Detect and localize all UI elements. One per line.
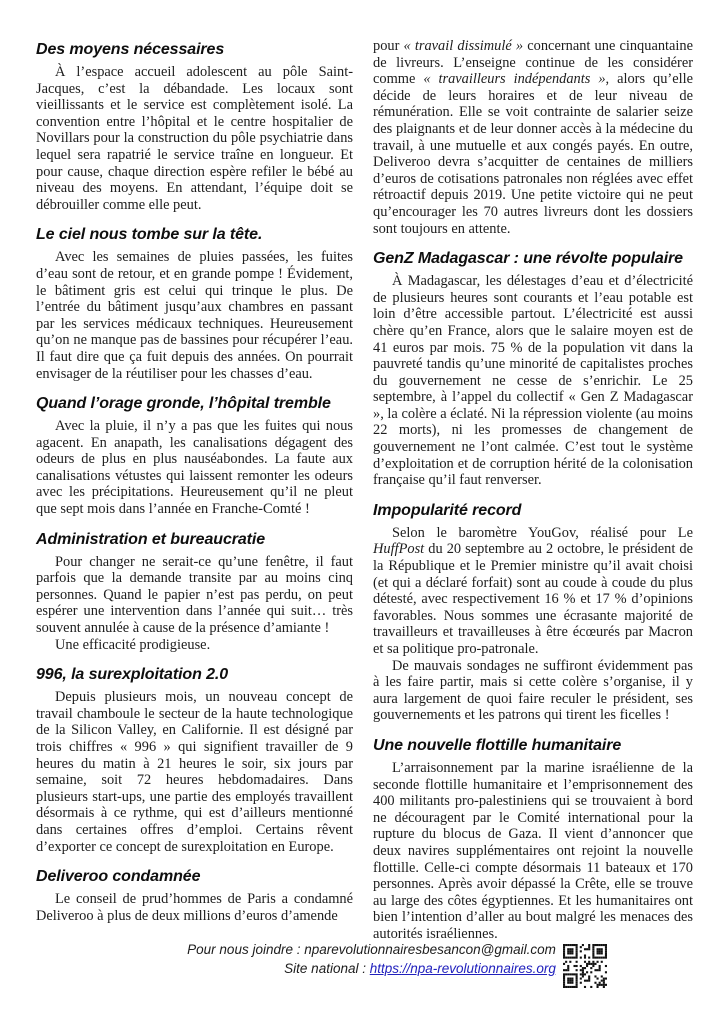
- contact-label: Pour nous joindre :: [187, 942, 305, 957]
- section-heading: Des moyens nécessaires: [36, 41, 225, 58]
- section-heading: Le ciel nous tombe sur la tête.: [36, 226, 263, 244]
- text-run: concernant une cinquantaine de livreurs. L’enseigne continue de les considérer comme: [373, 38, 693, 88]
- paragraph: [36, 249, 353, 382]
- text-run: pour: [373, 38, 404, 54]
- contact-email: nparevolutionnairesbesancon@gmail.com: [304, 942, 556, 957]
- columns-wrapper: [36, 38, 693, 943]
- paragraph: [36, 689, 353, 855]
- paragraph: [373, 525, 693, 658]
- paragraph: [373, 760, 693, 943]
- italic-text-run: HuffPost: [373, 541, 425, 558]
- text-run: Avec la pluie, il n’y a pas que les fuites qui nous agacent. En anapath, les canalisations dégagent des odeurs de plus en plus nauséabondes. La faute aux canalisations vétustes qui laissent remonter les odeurs avec les précipitations. Heureusement qu’il ne pleut que sept mois dans l’année en Franche-Comté !: [36, 418, 353, 518]
- site-label: Site national :: [284, 960, 370, 976]
- paragraph: [373, 38, 693, 237]
- paragraph: [36, 637, 353, 654]
- site-link[interactable]: https://npa-revolutionnaires.org: [369, 960, 556, 976]
- section-heading: Impopularité record: [373, 501, 522, 519]
- site-line: [187, 960, 556, 979]
- text-run: , alors qu’elle décide de leurs horaires et de leur niveau de rémunération. Elle se voit contrainte de salarier seize des plaignants et de leur donner accès à la médecine du travail, à une mutuelle et aux congés payés. En outre, Deliveroo devra s’acquitter de centaines de milliers d’euros de cotisations patronales non réglées avec effet rétroactif depuis 2019. Une petite victoire qui ne peut qu’encourager les 70 autres livreurs dont les dossiers sont toujours en attente.: [373, 71, 693, 237]
- paragraph: [36, 554, 353, 637]
- text-run: À l’espace accueil adolescent au pôle Saint-Jacques, c’est la débandade. Les locaux sont vieillissants et le service est complètement isolé. La convention entre l’hôpital et le centre hospitalier de Novillars pour la construction du pôle psychiatrie dans lequel sera rapatrié le service traîne en longueur. Et pour cause, chaque direction espère refiler le bébé au niveau des moyens. En attendant, l’équipe doit se débrouiller comme elle peut.: [36, 64, 353, 213]
- paragraph: [373, 273, 693, 489]
- paragraph: [373, 658, 693, 724]
- section-heading: 996, la surexploitation 2.0: [36, 666, 229, 684]
- italic-text-run: « travailleurs indépendants »: [423, 71, 606, 88]
- column-left: [36, 38, 353, 943]
- section-heading: Une nouvelle flottille humanitaire: [373, 736, 622, 754]
- section-heading: Deliveroo condamnée: [36, 868, 201, 886]
- text-run: Le conseil de prud’hommes de Paris a condamné Deliveroo à plus de deux millions d’euros d’amende: [36, 891, 353, 924]
- text-run: Selon le baromètre YouGov, réalisé pour Le: [392, 524, 693, 541]
- text-run: du 20 septembre au 2 octobre, le président de la République et le Premier ministre qu’il avait choisi (et qui a déclaré forfait) sont au coude à coude du plus détesté, avec respectivement 16 % et 17 % d’opinions favorables. Nous sommes une écrasante majorité de travailleurs et travailleuses à être écœurés par Macron et sa politique pro-patronale.: [373, 541, 693, 657]
- column-right: [373, 38, 693, 943]
- section-heading: GenZ Madagascar : une révolte populaire: [373, 250, 683, 268]
- paragraph: [36, 418, 353, 518]
- page-footer: [35, 941, 724, 988]
- text-run: Avec les semaines de pluies passées, les fuites d’eau sont de retour, et en grande pompe ! Évidement, le bâtiment gris est celui qui trinque le plus. De l’entrée du bâtiment jusqu’aux chambres en passant par les services médicaux techniques. Heureusement qu’on ne manque pas de bassines pour récupérer l’eau. Il faut dire que ça fuit depuis des années. On pourrait envisager de la réutiliser pour les chasses d’eau.: [36, 249, 353, 382]
- text-run: Une efficacité prodigieuse.: [55, 636, 211, 653]
- contact-line: [187, 941, 556, 960]
- section-heading: Quand l’orage gronde, l’hôpital tremble: [36, 395, 331, 413]
- paragraph: [36, 64, 353, 213]
- paragraph: [36, 891, 353, 924]
- text-run: Pour changer ne serait-ce qu’une fenêtre, il faut parfois que la demande transite par au moins cinq personnes. Quand le papier n’est pas perdu, on peut espérer une intervention dans l’année qui suit… très souvent annulée à cause de la présence d’amiante !: [36, 553, 353, 637]
- text-run: L’arraisonnement par la marine israélienne de la seconde flottille humanitaire et l’emprisonnement des 400 militants pro-palestiniens qui se trouvaient à bord ne découragent par le Comité international pour la rupture du blocus de Gaza. Il vient d’annoncer que deux navires supplémentaires ont rejoint la nouvelle flottille. Celle-ci compte désormais 11 bateaux et 170 personnes. Après avoir dépassé la Crête, elle se trouve au large des côtes égyptiennes. Et les humanitaires ont bien l’intention d’aller au bout malgré les menaces des autorités israéliennes.: [373, 759, 693, 942]
- footer-text: [187, 941, 556, 978]
- text-run: À Madagascar, les délestages d’eau et d’électricité de plusieurs heures sont courants et l’eau potable est loin d’être accessible partout. L’électricité est aussi chère qu’en France, alors que le salaire moyen est de 41 euros par mois. 75 % de la population vit dans la pauvreté tandis qu’une minorité de capitalistes proches du gouvernement ne cesse de s’enrichir. Le 25 septembre, à l’appel du collectif « Gen Z Madagascar », la colère a éclaté. Ni la répression violente (au moins 22 morts), ni les promesses de changement de gouvernement ne l’ont calmée. C’est tout le système d’exploitation et de corruption hérité de la colonisation française qu’il faut renverser.: [373, 273, 693, 489]
- text-run: De mauvais sondages ne suffiront évidemment pas à les faire partir, mais si cette colère s’organise, il y aura largement de quoi faire reculer le président, ses gouvernements et les patrons qui tirent les ficelles !: [373, 657, 693, 724]
- italic-text-run: « travail dissimulé »: [403, 38, 524, 54]
- qr-code-icon: [563, 944, 607, 988]
- section-heading: Administration et bureaucratie: [36, 530, 266, 548]
- text-run: Depuis plusieurs mois, un nouveau concept de travail chamboule le secteur de la haute technologique de la Silicon Valley, en Californie. Il est désigné par trois chiffres « 996 » qui signifient travailler de 9 heures du matin à 21 heures le soir, six jours par semaine, soit 72 heures hebdomadaires. Dans plusieurs start-ups, une partie des employés travaillent désormais à ce rythme, qui est d’ailleurs mentionné dans certaines offres d’emploi. Certains rêvent d’exporter ce concept de surexploitation en Europe.: [36, 689, 353, 855]
